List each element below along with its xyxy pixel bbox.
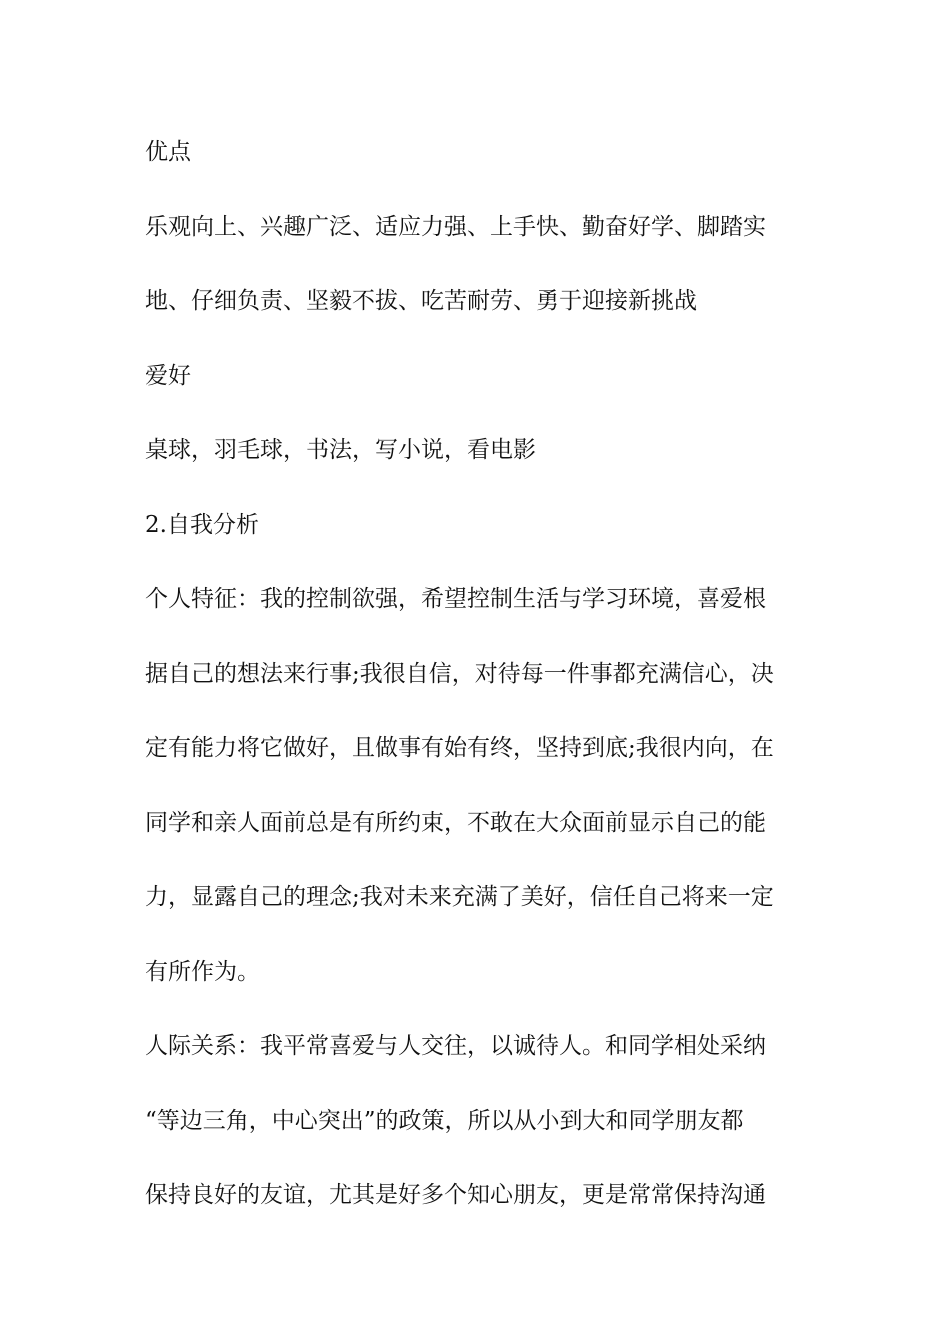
heading-hobbies: 爱好 — [145, 362, 191, 389]
relations-line-2: “等边三角，中心突出”的政策，所以从小到大和同学朋友都 — [145, 1107, 744, 1134]
strengths-line-2: 地、仔细负责、坚毅不拔、吃苦耐劳、勇于迎接新挑战 — [145, 288, 697, 314]
heading-strengths: 优点 — [145, 139, 191, 165]
traits-line-3: 定有能力将它做好，且做事有始有终，坚持到底;我很内向，在 — [145, 735, 774, 761]
strengths-line-1: 乐观向上、兴趣广泛、适应力强、上手快、勤奋好学、脚踏实 — [145, 213, 766, 240]
relations-line-1: 人际关系：我平常喜爱与人交往，以诚待人。和同学相处采纳 — [145, 1033, 766, 1059]
traits-line-2: 据自己的想法来行事;我很自信，对待每一件事都充满信心，决 — [145, 660, 774, 687]
traits-line-1: 个人特征：我的控制欲强，希望控制生活与学习环境，喜爱根 — [145, 586, 766, 612]
heading-self-analysis: 2.自我分析 — [145, 511, 259, 538]
hobbies-line: 桌球，羽毛球，书法，写小说，看电影 — [145, 437, 536, 463]
document-page — [145, 128, 810, 1246]
relations-line-3: 保持良好的友谊，尤其是好多个知心朋友，更是常常保持沟通 — [145, 1182, 766, 1208]
traits-line-4: 同学和亲人面前总是有所约束，不敢在大众面前显示自己的能 — [145, 809, 766, 836]
traits-line-6: 有所作为。 — [145, 958, 260, 985]
traits-line-5: 力，显露自己的理念;我对未来充满了美好，信任自己将来一定 — [145, 884, 774, 910]
